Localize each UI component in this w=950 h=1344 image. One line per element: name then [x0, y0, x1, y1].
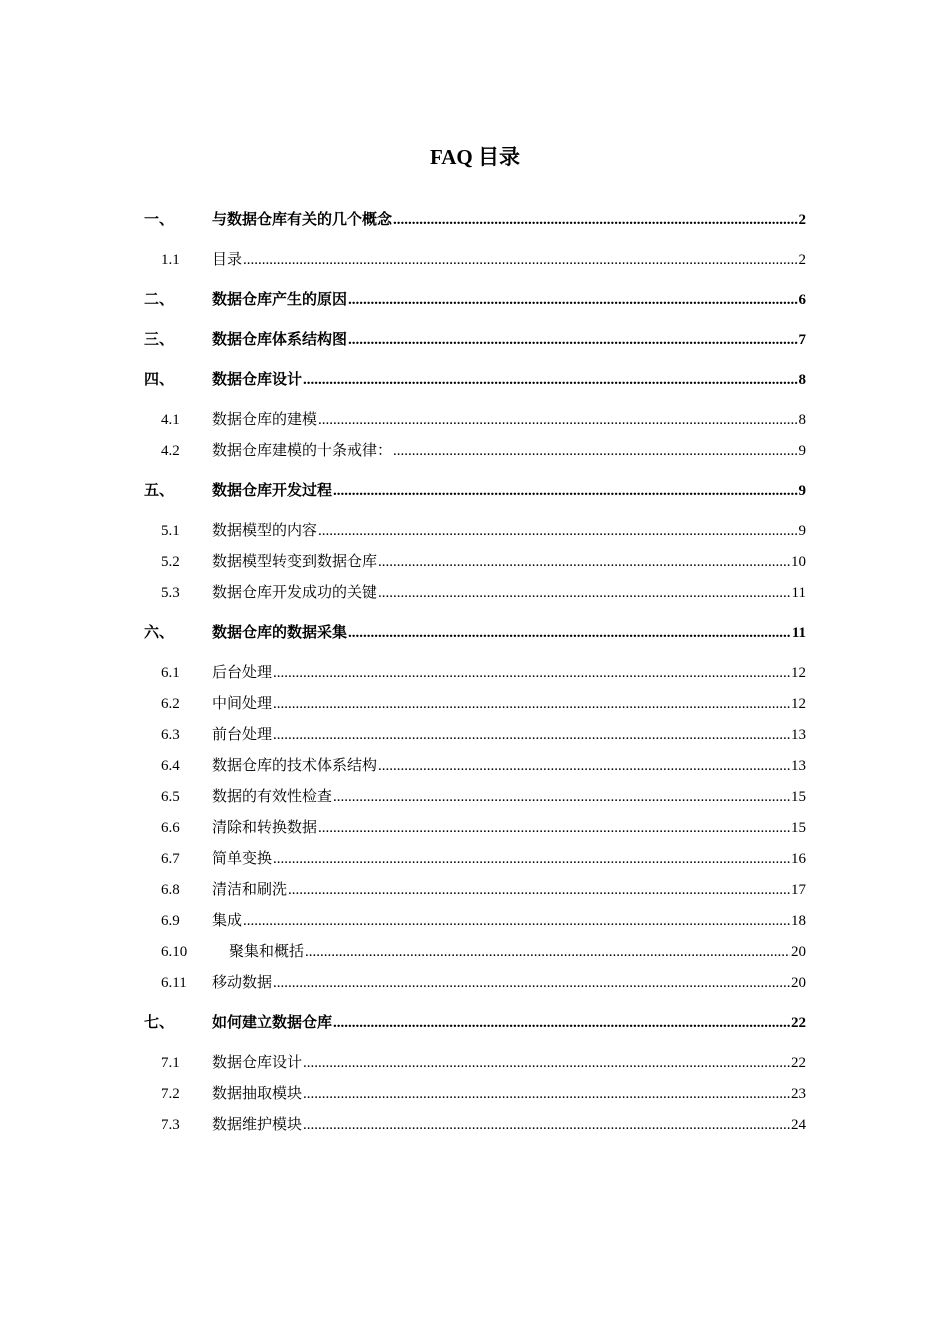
toc-entry-label: 数据仓库开发成功的关键 — [212, 585, 378, 601]
toc-section-entry[interactable] — [144, 547, 806, 578]
toc-section-entry[interactable] — [144, 516, 806, 547]
toc-dot-leader — [273, 844, 790, 875]
toc-entry-number: 1.1 — [161, 252, 180, 268]
toc-page-number: 17 — [791, 882, 806, 898]
toc-entry-number: 三、 — [144, 332, 175, 348]
toc-entry-label: 数据仓库的建模 — [212, 412, 318, 428]
toc-page-number: 11 — [791, 625, 806, 641]
toc-page-number: 22 — [791, 1055, 806, 1071]
toc-entry-label: 移动数据 — [212, 975, 273, 991]
toc-section-entry[interactable] — [144, 1048, 806, 1079]
toc-page-number: 15 — [791, 789, 806, 805]
toc-page-number: 13 — [791, 758, 806, 774]
toc-page-number: 9 — [798, 443, 806, 459]
toc-chapter-entry[interactable] — [144, 618, 806, 649]
toc-dot-leader — [303, 365, 797, 396]
toc-entry-label: 清洁和刷洗 — [212, 882, 288, 898]
toc-entry-label: 前台处理 — [212, 727, 273, 743]
toc-dot-leader — [378, 547, 790, 578]
toc-section-entry[interactable] — [144, 875, 806, 906]
toc-entry-number: 4.1 — [161, 412, 180, 428]
toc-dot-leader — [303, 1048, 790, 1079]
toc-entry-label: 数据维护模块 — [212, 1117, 303, 1133]
toc-entry-label: 数据抽取模块 — [212, 1086, 303, 1102]
toc-section-entry[interactable] — [144, 578, 806, 609]
toc-entry-number: 四、 — [144, 372, 175, 388]
toc-section-entry[interactable] — [144, 658, 806, 689]
toc-entry-number: 七、 — [144, 1015, 175, 1031]
toc-entry-number: 6.7 — [161, 851, 180, 867]
toc-dot-leader — [243, 245, 797, 276]
toc-dot-leader — [378, 751, 790, 782]
toc-section-entry[interactable] — [144, 813, 806, 844]
toc-page-number: 8 — [798, 372, 806, 388]
toc-section-entry[interactable] — [144, 751, 806, 782]
toc-entry-number: 6.1 — [161, 665, 180, 681]
toc-dot-leader — [348, 325, 797, 356]
toc-entry-number: 6.5 — [161, 789, 180, 805]
page-title: FAQ 目录 — [429, 145, 521, 169]
toc-chapter-entry[interactable] — [144, 285, 806, 316]
toc-chapter-entry[interactable] — [144, 325, 806, 356]
toc-page-number: 18 — [791, 913, 806, 929]
toc-section-entry[interactable] — [144, 906, 806, 937]
toc-dot-leader — [333, 782, 790, 813]
toc-dot-leader — [378, 578, 791, 609]
toc-entry-label: 数据仓库体系结构图 — [212, 332, 348, 348]
toc-page-number: 9 — [798, 523, 806, 539]
toc-entry-label: 集成 — [212, 913, 243, 929]
toc-page-number: 9 — [798, 483, 806, 499]
toc-page-number: 12 — [791, 696, 806, 712]
toc-entry-number: 7.3 — [161, 1117, 180, 1133]
toc-dot-leader — [273, 689, 790, 720]
toc-section-entry[interactable] — [144, 720, 806, 751]
toc-dot-leader — [318, 813, 790, 844]
toc-entry-label: 数据仓库的数据采集 — [212, 625, 348, 641]
toc-dot-leader — [273, 658, 790, 689]
toc-entry-number: 6.3 — [161, 727, 180, 743]
toc-entry-number: 6.4 — [161, 758, 180, 774]
toc-entry-number: 二、 — [144, 292, 175, 308]
toc-page-number: 7 — [798, 332, 806, 348]
toc-page-number: 16 — [791, 851, 806, 867]
toc-page-number: 6 — [798, 292, 806, 308]
toc-page-number: 20 — [791, 944, 806, 960]
toc-entry-label: 如何建立数据仓库 — [212, 1015, 333, 1031]
toc-entry-number: 6.6 — [161, 820, 180, 836]
toc-dot-leader — [393, 436, 797, 467]
toc-dot-leader — [333, 476, 797, 507]
toc-dot-leader — [333, 1008, 790, 1039]
toc-entry-number: 5.1 — [161, 523, 180, 539]
toc-page-number: 8 — [798, 412, 806, 428]
toc-entry-number: 六、 — [144, 625, 175, 641]
toc-entry-label: 与数据仓库有关的几个概念 — [212, 212, 393, 228]
toc-page-number: 10 — [791, 554, 806, 570]
toc-entry-label: 简单变换 — [212, 851, 273, 867]
toc-entry-number: 7.1 — [161, 1055, 180, 1071]
toc-entry-number: 4.2 — [161, 443, 180, 459]
toc-section-entry[interactable] — [144, 1110, 806, 1141]
toc-dot-leader — [243, 906, 790, 937]
toc-page-number: 23 — [791, 1086, 806, 1102]
toc-page-number: 13 — [791, 727, 806, 743]
toc-entry-label: 数据模型转变到数据仓库 — [212, 554, 378, 570]
toc-entry-label: 数据仓库产生的原因 — [212, 292, 348, 308]
toc-chapter-entry[interactable] — [144, 365, 806, 396]
toc-section-entry[interactable] — [144, 689, 806, 720]
table-of-contents — [144, 205, 806, 1141]
toc-entry-label: 数据仓库设计 — [212, 372, 303, 388]
toc-page-number: 12 — [791, 665, 806, 681]
toc-page-number: 24 — [791, 1117, 806, 1133]
toc-section-entry[interactable] — [144, 436, 806, 467]
toc-section-entry[interactable] — [144, 968, 806, 999]
toc-entry-label: 清除和转换数据 — [212, 820, 318, 836]
toc-section-entry[interactable] — [144, 782, 806, 813]
toc-entry-label: 数据仓库建模的十条戒律： — [212, 443, 393, 459]
toc-page-number: 2 — [798, 212, 806, 228]
toc-entry-label: 数据仓库开发过程 — [212, 483, 333, 499]
toc-section-entry[interactable] — [144, 937, 806, 968]
toc-page-number: 15 — [791, 820, 806, 836]
toc-dot-leader — [305, 937, 790, 968]
toc-entry-label: 数据模型的内容 — [212, 523, 318, 539]
toc-dot-leader — [273, 720, 790, 751]
toc-entry-label: 数据仓库的技术体系结构 — [212, 758, 378, 774]
toc-page-number: 20 — [791, 975, 806, 991]
toc-entry-number: 7.2 — [161, 1086, 180, 1102]
toc-section-entry[interactable] — [144, 1079, 806, 1110]
toc-dot-leader — [273, 968, 790, 999]
toc-entry-number: 五、 — [144, 483, 175, 499]
toc-dot-leader — [348, 618, 791, 649]
toc-entry-label: 数据仓库设计 — [212, 1055, 303, 1071]
toc-dot-leader — [348, 285, 797, 316]
toc-dot-leader — [288, 875, 790, 906]
toc-section-entry[interactable] — [144, 245, 806, 276]
toc-page-number: 2 — [798, 252, 806, 268]
toc-entry-number: 6.8 — [161, 882, 180, 898]
toc-entry-number: 6.9 — [161, 913, 180, 929]
toc-entry-number: 6.10 — [161, 944, 188, 960]
toc-entry-number: 6.2 — [161, 696, 180, 712]
toc-entry-number: 6.11 — [161, 975, 187, 991]
toc-entry-label: 中间处理 — [212, 696, 273, 712]
toc-page-number: 11 — [791, 585, 806, 601]
toc-dot-leader — [393, 205, 797, 236]
toc-dot-leader — [303, 1110, 790, 1141]
toc-entry-label: 聚集和概括 — [229, 944, 305, 960]
toc-entry-number: 一、 — [144, 212, 175, 228]
toc-chapter-entry[interactable] — [144, 1008, 806, 1039]
toc-entry-label: 后台处理 — [212, 665, 273, 681]
toc-entry-number: 5.3 — [161, 585, 180, 601]
toc-dot-leader — [318, 405, 797, 436]
toc-entry-label: 数据的有效性检查 — [212, 789, 333, 805]
toc-chapter-entry[interactable] — [144, 476, 806, 507]
toc-dot-leader — [303, 1079, 790, 1110]
toc-dot-leader — [318, 516, 797, 547]
toc-chapter-entry[interactable] — [144, 205, 806, 236]
toc-entry-number: 5.2 — [161, 554, 180, 570]
toc-page-number: 22 — [791, 1015, 806, 1031]
toc-section-entry[interactable] — [144, 405, 806, 436]
toc-entry-label: 目录 — [212, 252, 243, 268]
toc-section-entry[interactable] — [144, 844, 806, 875]
